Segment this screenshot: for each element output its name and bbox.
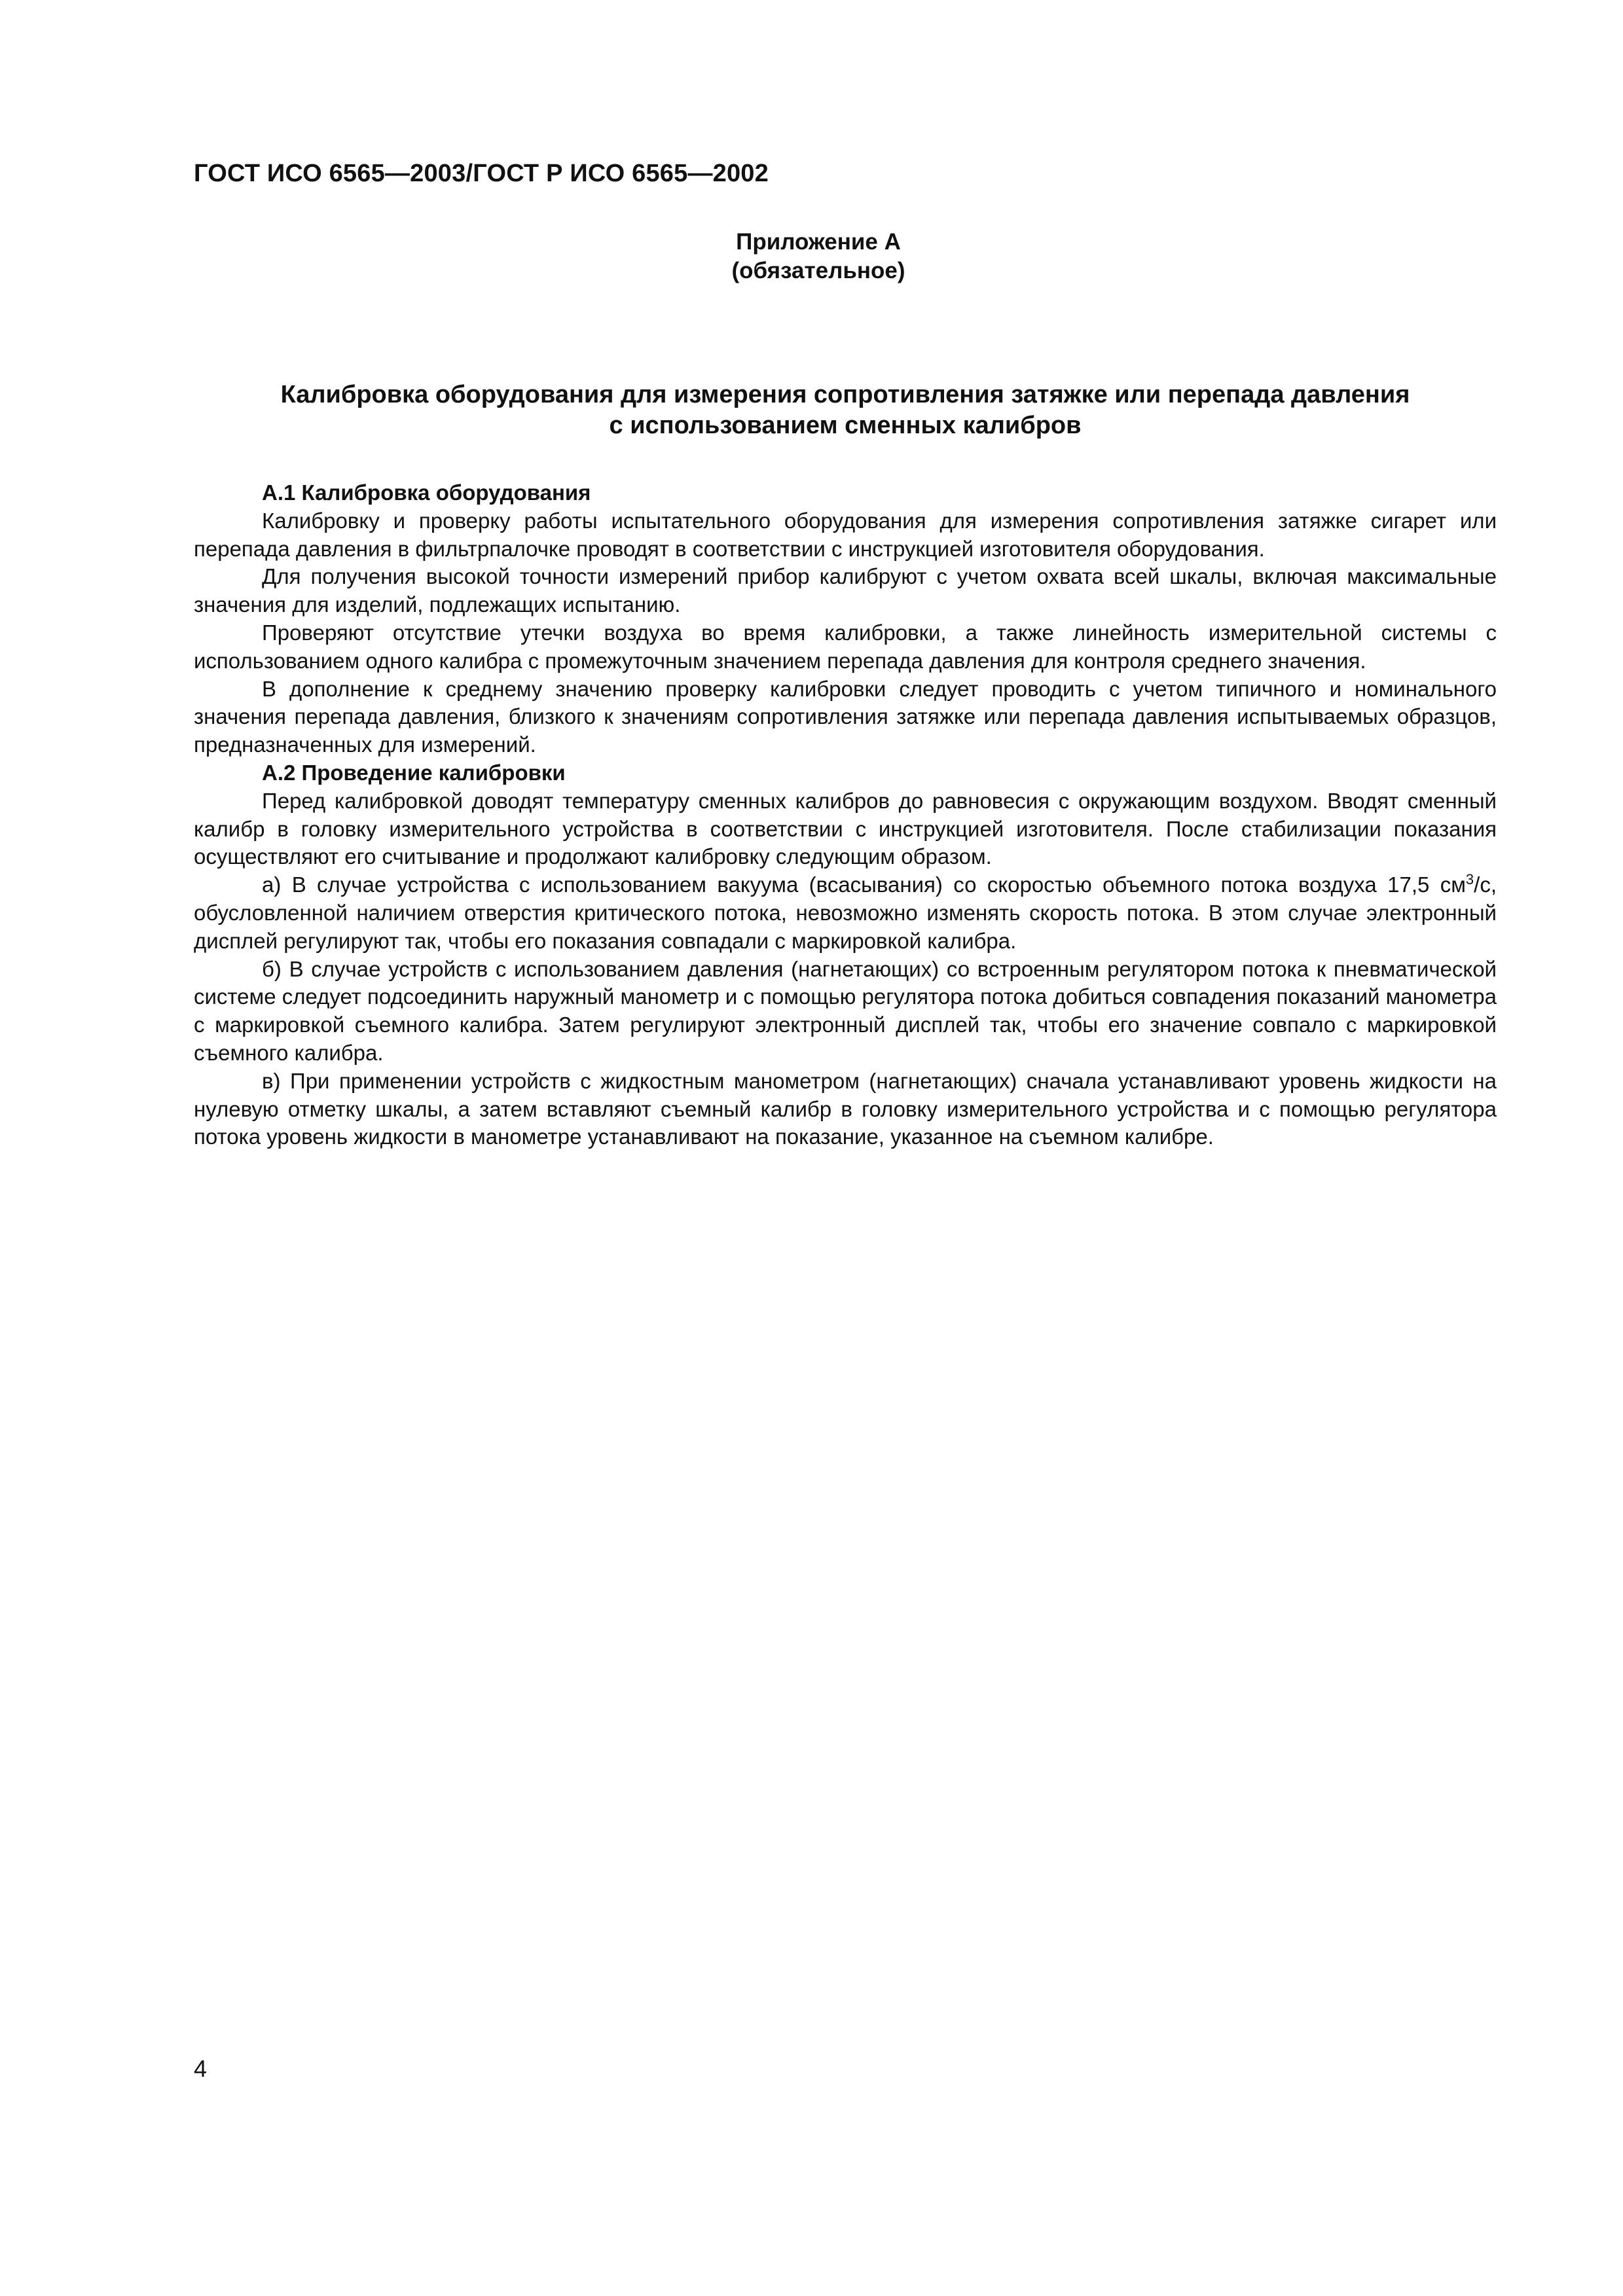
annex-title-line-2: с использованием сменных калибров [609,412,1082,439]
section-a2-paragraph: б) В случае устройств с использованием давления (нагнетающих) со встроенным регулятором потока к пневматической системе следует подсоединить наружный манометр и с помощью регулятора потока добиться совпадения показаний манометра с маркировкой съемного калибра. Затем регулируют электронный дисплей так, чтобы его значение совпало с маркировкой съемного калибра. [194,956,1497,1065]
section-a1-heading: А.1 Калибровка оборудования [262,480,591,505]
annex-label-block [687,228,949,285]
section-a1-paragraph: Проверяют отсутствие утечки воздуха во время калибровки, а также линейность измерительной системы с использованием одного калибра с промежуточным значением перепада давления для контроля среднего значения. [194,620,1497,673]
section-a1-paragraph: Калибровку и проверку работы испытательного оборудования для измерения сопротивления затяжке сигарет или перепада давления в фильтрпалочке проводят в соответствии с инструкцией изготовителя оборудования. [194,508,1497,561]
section-a2-paragraph: в) При применении устройств с жидкостным манометром (нагнетающих) сначала устанавливают уровень жидкости на нулевую отметку шкалы, а затем вставляют съемный калибр в головку измерительного устройства и с помощью регулятора потока уровень жидкости в манометре устанавливают на показание, указанное на съемном калибре. [194,1068,1497,1149]
annex-title [194,380,1497,441]
section-a2-paragraph-vacuum [194,871,1497,955]
annex-title-line-1: Калибровка оборудования для измерения сопротивления затяжке или перепада давления [280,381,1410,408]
annex-label: Приложение А [736,229,901,255]
section-a2-heading: А.2 Проведение калибровки [262,760,566,785]
section-a1-paragraph: Для получения высокой точности измерений прибор калибруют с учетом охвата всей шкалы, включая максимальные значения для изделий, подлежащих испытанию. [194,564,1497,617]
annex-status: (обязательное) [731,258,905,283]
section-a2-paragraph: Перед калибровкой доводят температуру сменных калибров до равновесия с окружающим воздухом. Вводят сменный калибр в головку измерительного устройства в соответствии с инструкцией изготовителя. После стабилизации показания осуществляют его считывание и продолжают калибровку следующим образом. [194,788,1497,869]
page-number: 4 [194,2055,208,2082]
document-standard-code: ГОСТ ИСО 6565—2003/ГОСТ Р ИСО 6565—2002 [194,160,769,187]
vacuum-text-end: /с, обусловленной наличием отверстия критического потока, невозможно изменять скорость потока. В этом случае электронный дисплей регулируют так, чтобы его показания совпадали с маркировкой калибра. [194,872,1497,953]
section-a1-paragraph: В дополнение к среднему значению проверку калибровки следует проводить с учетом типичного и номинального значения перепада давления, близкого к значениям сопротивления затяжке или перепада давления испытываемых образцов, предназначенных для измерений. [194,676,1497,757]
cubic-superscript: 3 [1465,871,1474,888]
document-body [194,479,1497,1151]
vacuum-text-start: а) В случае устройства с использованием вакуума (всасывания) со скоростью объемного потока воздуха 17,5 см [262,872,1466,897]
